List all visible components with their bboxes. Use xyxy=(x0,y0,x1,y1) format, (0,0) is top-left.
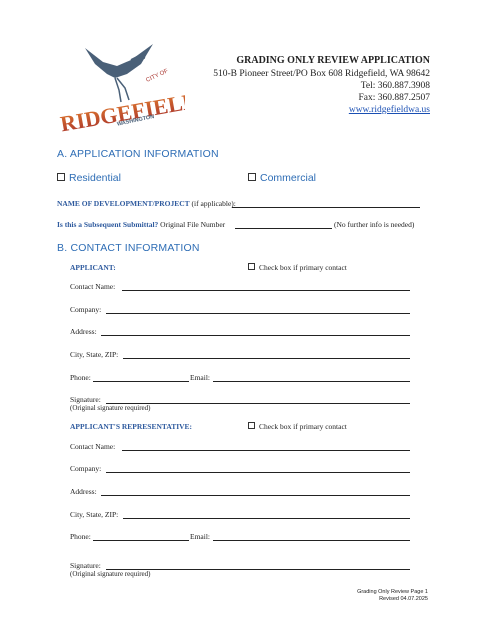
rep-company-label: Company: xyxy=(70,464,102,473)
ridgefield-logo xyxy=(55,40,185,152)
applicant-phone-label: Phone: xyxy=(70,373,91,382)
section-a-title: A. APPLICATION INFORMATION xyxy=(57,148,219,160)
applicant-city-label: City, State, ZIP: xyxy=(70,350,119,359)
applicant-signature-field[interactable] xyxy=(106,403,410,404)
heron-logo-icon xyxy=(55,40,185,152)
applicant-email-label: Email: xyxy=(190,373,210,382)
project-name-field[interactable] xyxy=(232,207,420,208)
svg-text:WASHINGTON: WASHINGTON xyxy=(116,113,155,128)
office-fax: Fax: 360.887.2507 xyxy=(358,93,430,103)
svg-text:RIDGEFIELD: RIDGEFIELD xyxy=(58,87,185,137)
rep-address-label: Address: xyxy=(70,487,97,496)
representative-heading: APPLICANT'S REPRESENTATIVE: xyxy=(70,422,193,431)
checkbox-square-icon[interactable] xyxy=(248,422,255,429)
form-title: GRADING ONLY REVIEW APPLICATION xyxy=(236,55,430,66)
rep-email-field[interactable] xyxy=(213,540,410,541)
applicant-signature-note: (Original signature required) xyxy=(70,404,151,412)
representative-primary-checkbox[interactable]: Check box if primary contact xyxy=(248,422,347,431)
website-link[interactable]: www.ridgefieldwa.us xyxy=(348,105,430,115)
applicant-contact-name-label: Contact Name: xyxy=(70,282,116,291)
commercial-checkbox[interactable]: Commercial xyxy=(248,172,316,184)
rep-signature-note: (Original signature required) xyxy=(70,570,151,578)
subsequent-submittal-label: Is this a Subsequent Submittal? Original File Number xyxy=(57,220,226,229)
applicant-address-label: Address: xyxy=(70,327,97,336)
rep-signature-label: Signature: xyxy=(70,561,101,570)
applicant-address-field[interactable] xyxy=(101,335,410,336)
office-address: 510-B Pioneer Street/PO Box 608 Ridgefield, WA 98642 xyxy=(213,69,430,79)
rep-address-field[interactable] xyxy=(101,495,410,496)
rep-city-label: City, State, ZIP: xyxy=(70,510,119,519)
rep-signature-field[interactable] xyxy=(106,569,410,570)
applicant-primary-checkbox[interactable]: Check box if primary contact xyxy=(248,263,347,272)
project-name-label: NAME OF DEVELOPMENT/PROJECT (if applicable): xyxy=(57,199,236,208)
footer-page: Grading Only Review Page 1 xyxy=(357,589,428,595)
applicant-heading: APPLICANT: xyxy=(70,263,116,272)
residential-checkbox[interactable]: Residential xyxy=(57,172,121,184)
rep-email-label: Email: xyxy=(190,532,210,541)
applicant-company-field[interactable] xyxy=(106,313,410,314)
no-further-info-note: (No further info is needed) xyxy=(334,220,415,229)
checkbox-square-icon[interactable] xyxy=(248,263,255,270)
rep-contact-name-field[interactable] xyxy=(122,450,410,451)
rep-contact-name-label: Contact Name: xyxy=(70,442,116,451)
footer-revised: Revised 04.07.2025 xyxy=(379,596,428,602)
applicant-contact-name-field[interactable] xyxy=(122,290,410,291)
office-tel: Tel: 360.887.3908 xyxy=(360,81,430,91)
rep-city-field[interactable] xyxy=(123,518,410,519)
original-file-number-field[interactable] xyxy=(235,228,332,229)
checkbox-square-icon[interactable] xyxy=(57,173,65,181)
rep-phone-field[interactable] xyxy=(93,540,189,541)
applicant-city-field[interactable] xyxy=(123,358,410,359)
rep-phone-label: Phone: xyxy=(70,532,91,541)
section-b-title: B. CONTACT INFORMATION xyxy=(57,242,200,254)
applicant-email-field[interactable] xyxy=(213,381,410,382)
applicant-phone-field[interactable] xyxy=(93,381,189,382)
checkbox-square-icon[interactable] xyxy=(248,173,256,181)
applicant-company-label: Company: xyxy=(70,305,102,314)
applicant-signature-label: Signature: xyxy=(70,395,101,404)
rep-company-field[interactable] xyxy=(106,472,410,473)
svg-text:CITY OF: CITY OF xyxy=(145,68,170,84)
